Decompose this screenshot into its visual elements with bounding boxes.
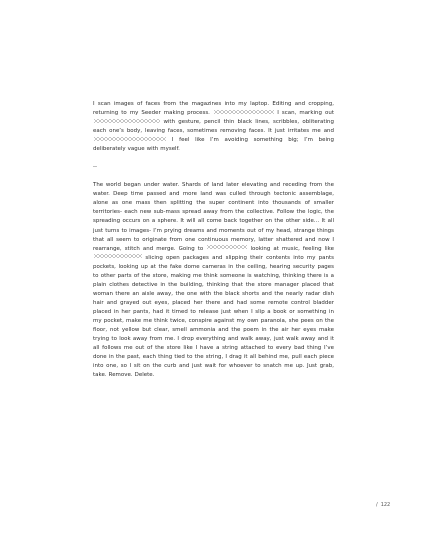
- paragraph-2-part-2: looking at music, feeling like: [250, 245, 334, 252]
- paragraph-scanning: [93, 100, 334, 154]
- redaction-mark: [214, 110, 274, 114]
- redaction-mark: [94, 137, 166, 141]
- paragraph-1-part-3: with gesture, pencil thin black lines, scribbles, obliterating each one’s body, leaving faces, sometimes removing faces. It just irritates me and: [93, 119, 334, 135]
- section-divider: --: [93, 164, 97, 171]
- paragraph-1-part-1: I scan images of faces from the magazines into my laptop. Editing and cropping, returning to my Seeder making process.: [93, 101, 334, 117]
- paragraph-1-part-2: I scan, marking out: [277, 110, 334, 117]
- text-column: [93, 100, 334, 380]
- paragraph-world-under-water: [93, 181, 334, 380]
- redaction-mark: [94, 119, 160, 123]
- paragraph-2-part-3: slicing open packages and slipping their contents into my pants pockets, looking up at the fake dome cameras in the ceiling, hearing security pages to other parts of the store, making me think someone is watching, thinking there is a plain clothes detective in the building, thinking that the store manager placed that woman there an aisle away, the one with the black shorts and the nearly radar dish hair and grayed out eyes, placed her there and had some remote control bladder placed in her pants, had it timed to release just when I slip a book or something in my pocket, make me think twice, conspire against my own paranoia, she pees on the floor, not yellow but clear, smell ammonia and the poem in the air her eyes make trying to look away from me. I drop everything and walk away, just walk away and it all follows me out of the store like I have a string attached to every bad thing I’ve done in the past, each thing tied to the string, I drag it all behind me, pull each piece into one, so I sit on the curb and just wait for whoever to snatch me up. Just grab, take. Remove. Delete.: [93, 254, 334, 379]
- folio-slash: /: [376, 502, 378, 508]
- page-number: 122: [380, 502, 391, 508]
- redaction-mark: [207, 245, 247, 249]
- paragraph-2-part-1: The world began under water. Shards of land later elevating and receding from the water. Deep time passed and more land was culled through tectonic assemblage, alone as one mass then splitting the super continent into thousands of smaller territories- each new sub-mass spread away from the collective. Follow the logic, the spreading occurs on a sphere. It will all come back together on the other side... It all just turns to images- I’m prying dreams and moments out of my head, strange things that all seem to originate from one continuous memory, latter shattered and now I rearrange, stitch and merge. Going to: [93, 182, 334, 252]
- redaction-mark: [94, 254, 142, 258]
- paragraph-1-part-4: I feel like I’m avoiding something big; I’m being deliberately vague with myself.: [93, 137, 334, 153]
- page-folio: [376, 502, 390, 508]
